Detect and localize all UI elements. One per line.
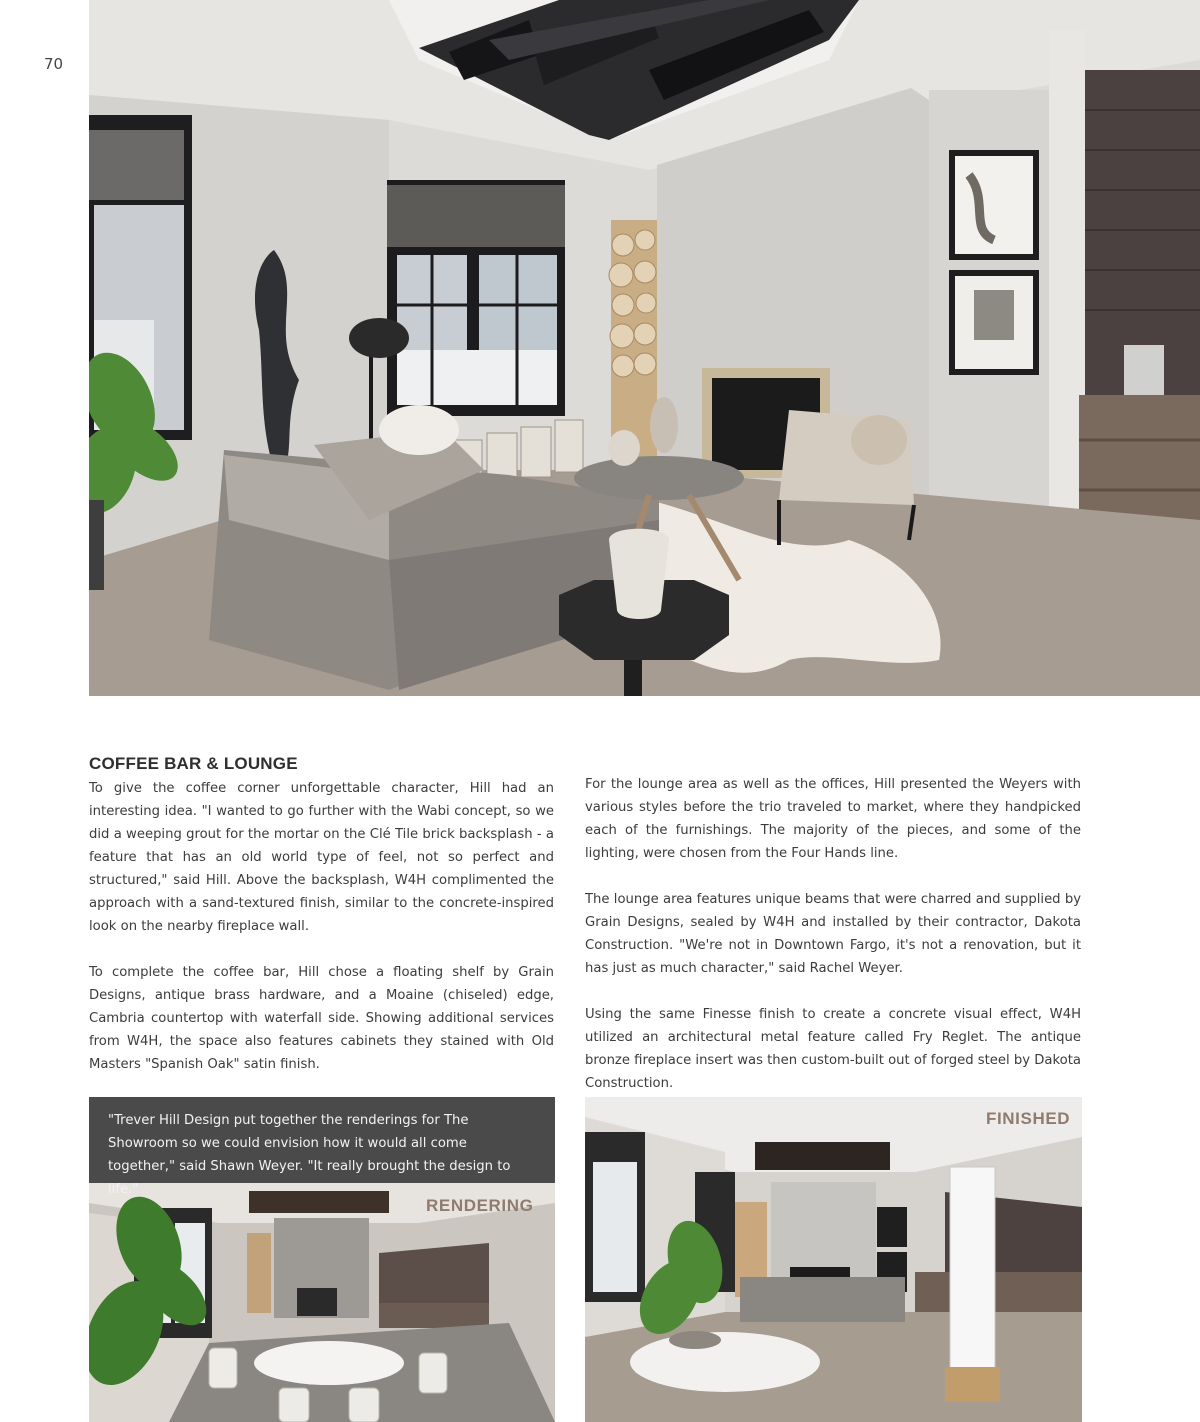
paragraph: To give the coffee corner unforgettable character, Hill had an interesting idea. "I wanted to go further with the Wabi concept, so we did a weeping grout for the mortar on the Clé Tile brick backsplash - a feature that has an old world type of feel, not so perfect and structured," said Hill. Above the backsplash, W4H complimented the approach with a sand-textured finish, similar to the concrete-inspired look on the nearby fireplace wall. xyxy=(89,781,554,934)
rendering-card xyxy=(89,1097,555,1422)
rendering-quote: "Trever Hill Design put together the renderings for The Showroom so we could envision how it would all come together," said Shawn Weyer. "It really brought the design to life." xyxy=(89,1097,555,1183)
paragraph: For the lounge area as well as the offices, Hill presented the Weyers with various styles before the trio traveled to market, where they handpicked each of the furnishings. The majority of the pieces, and some of the lighting, were chosen from the Four Hands line. xyxy=(585,777,1081,861)
rendering-image xyxy=(89,1183,555,1422)
finished-photo xyxy=(585,1097,1082,1422)
right-text-column xyxy=(585,773,1081,1095)
paragraph: The lounge area features unique beams that were charred and supplied by Grain Designs, sealed by W4H and installed by their contractor, Dakota Construction. "We're not in Downtown Fargo, it's not a renovation, but it has just as much character," said Rachel Weyer. xyxy=(585,892,1081,976)
finished-label: FINISHED xyxy=(986,1109,1071,1128)
paragraph: Using the same Finesse finish to create a concrete visual effect, W4H utilized an architectural metal feature called Fry Reglet. The antique bronze fireplace insert was then custom-built out of forged steel by Dakota Construction. xyxy=(585,1007,1081,1091)
rendering-label: RENDERING xyxy=(426,1196,534,1215)
page-number: 70 xyxy=(44,55,64,73)
paragraph: To complete the coffee bar, Hill chose a floating shelf by Grain Designs, antique brass hardware, and a Moaine (chiseled) edge, Cambria countertop with waterfall side. Showing additional services from W4H, the space also features cabinets they stained with Old Masters "Spanish Oak" satin finish. xyxy=(89,965,554,1072)
left-text-column xyxy=(89,777,554,1076)
section-title: COFFEE BAR & LOUNGE xyxy=(89,754,298,773)
lounge-hero-photo xyxy=(89,0,1200,696)
